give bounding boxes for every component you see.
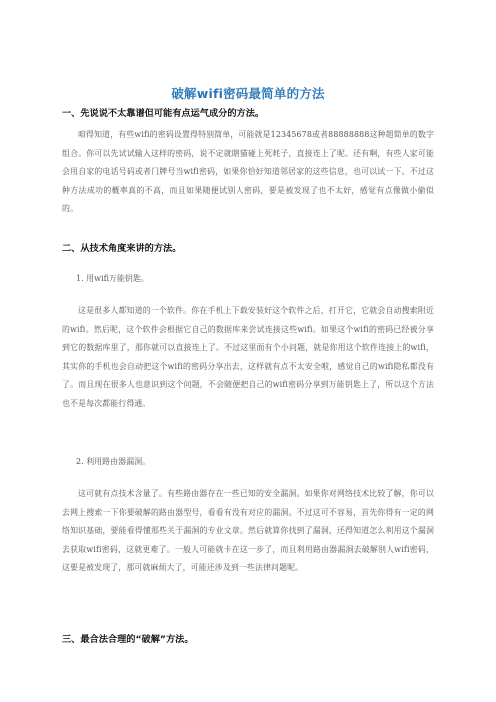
list-item-1: 1. 用wifi万能钥匙。 — [76, 274, 149, 283]
section-heading-1: 一、先说说不太靠谱但可能有点运气成分的方法。 — [62, 108, 265, 119]
section-heading-3: 三、最合法合理的“破解”方法。 — [62, 634, 194, 645]
section-2-paragraph-1: 这是很多人都知道的一个软件。你在手机上下载安装好这个软件之后，打开它，它就会自动搜索附近的wifi。然后呢，这个软件会根据它自己的数据库来尝试连接这些wifi。如果这个wifi的密码已经被分享到它的数据库里了，那你就可以直接连上了。不过这里面有个小问题，就是你用这个软件连接上的wifi，其实你的手机也会自动把这个wifi的密码分享出去，这样就有点不太安全啦，感觉自己的wifi隐私都没有了。而且现在很多人也意识到这个问题，不会随便把自己的wifi密码分享到万能钥匙上了，所以这个方法也不是每次都能行得通。 — [62, 306, 434, 408]
section-2-paragraph-2: 这可就有点技术含量了。有些路由器存在一些已知的安全漏洞。如果你对网络技术比较了解，你可以去网上搜索一下你要破解的路由器型号，看看有没有对应的漏洞。不过这可不容易，首先你得有一定的网络知识基础，要能看得懂那些关于漏洞的专业文章。然后就算你找到了漏洞，还得知道怎么利用这个漏洞去获取wifi密码，这就更难了。一般人可能就卡在这一步了，而且利用路由器漏洞去破解别人wifi密码，这要是被发现了，那可就麻烦大了，可能还涉及到一些法律问题呢。 — [62, 489, 434, 572]
document-title: 破解wifi密码最简单的方法 — [171, 86, 325, 101]
section-heading-2: 二、从技术角度来讲的方法。 — [62, 243, 182, 254]
section-1-paragraph: 咱得知道，有些wifi的密码设置得特别简单，可能就是12345678或者88888888这种超简单的数字组合。你可以先试试输入这样的密码，说不定就瞎猫碰上死耗子，直接连上了呢。还有啊，有些人家可能会用自家的电话号码或者门牌号当wifi密码，如果你恰好知道邻居家的这些信息，也可以试一下。不过这种方法成功的概率真的不高，而且如果随便试别人密码，要是被发现了也不太好，感觉有点像做小偷似的。 — [62, 130, 434, 213]
list-item-2: 2. 利用路由器漏洞。 — [76, 457, 151, 466]
